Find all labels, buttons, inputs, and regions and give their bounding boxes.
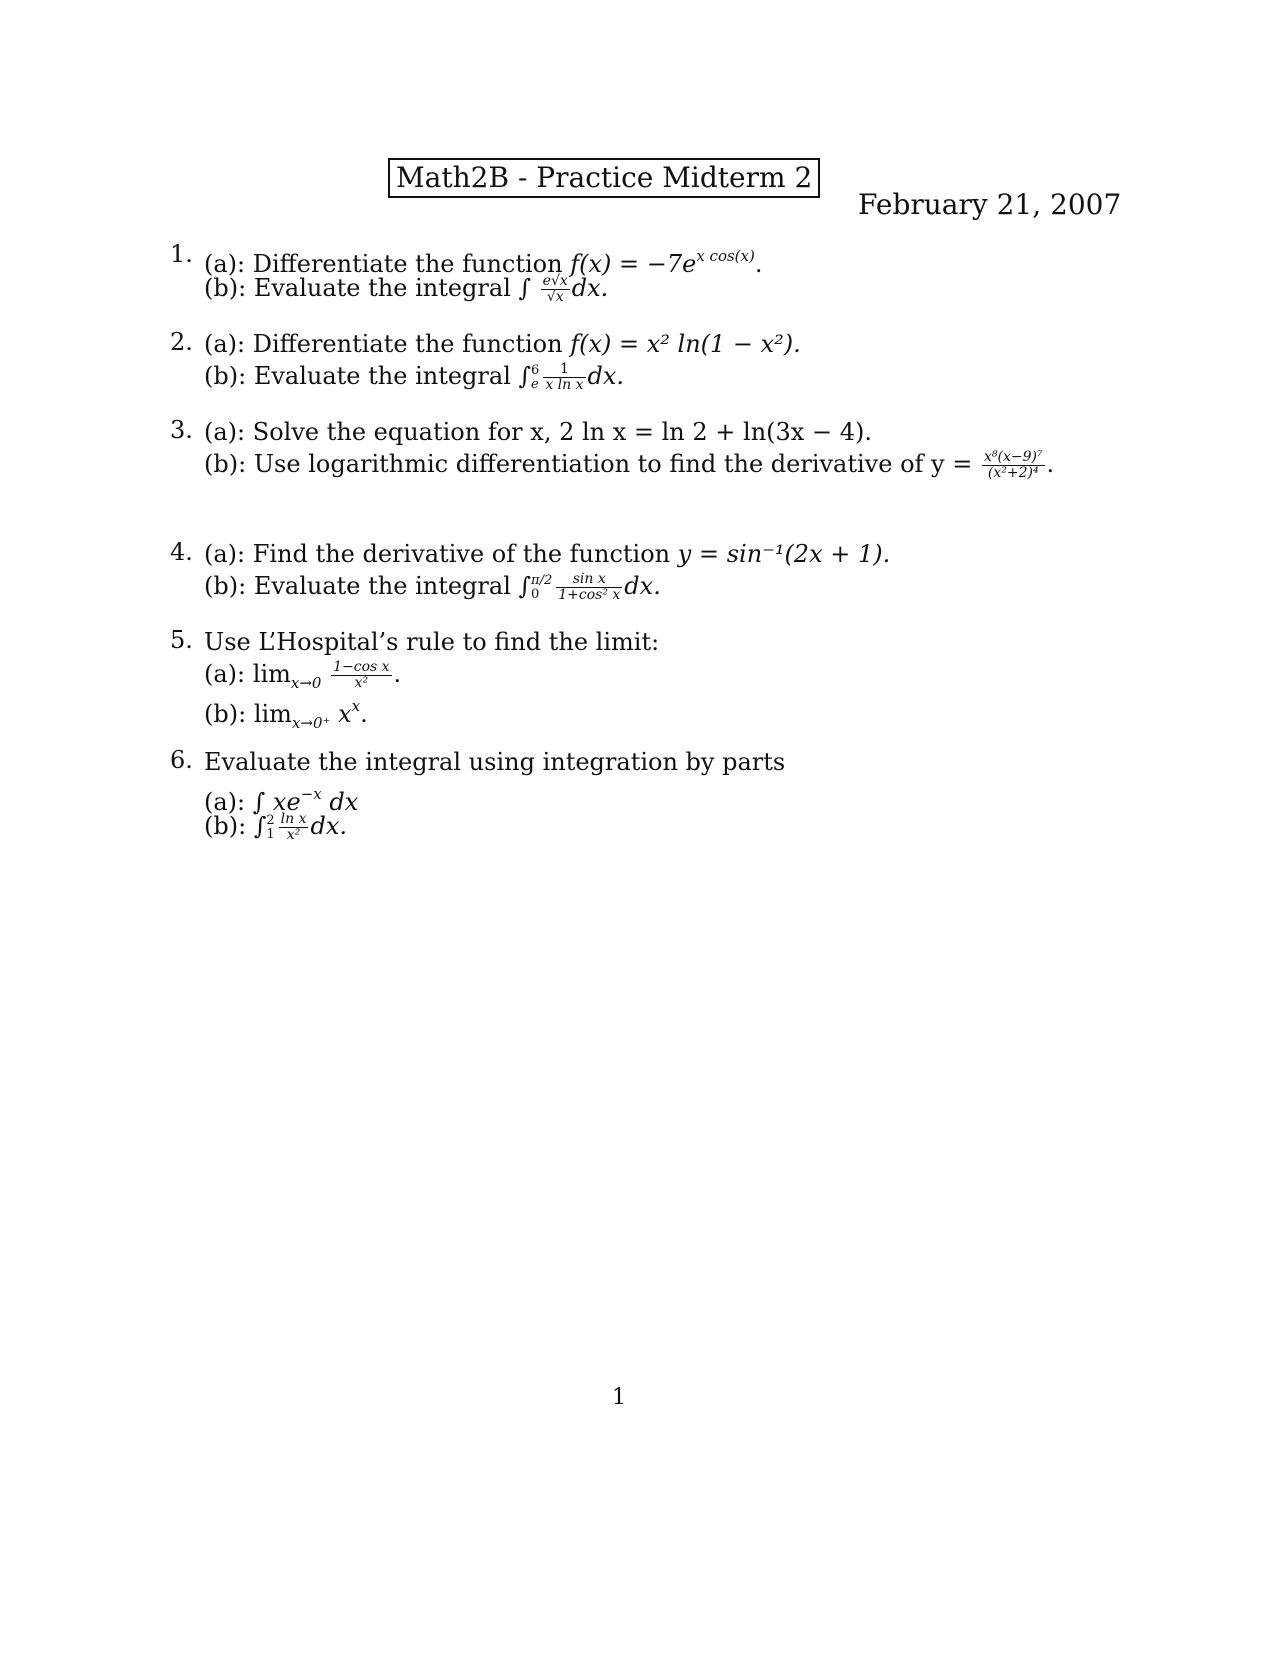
- part-label: (a):: [204, 788, 246, 816]
- fraction-numerator: x⁸(x−9)⁷: [983, 449, 1043, 465]
- part-label: (a):: [204, 540, 246, 568]
- problem-6-part-b: [170, 810, 1190, 842]
- part-label: (a):: [204, 660, 246, 688]
- problem-number: 6.: [170, 746, 193, 774]
- integral-sign: ∫: [518, 362, 532, 390]
- fraction-denominator: x ln x: [545, 377, 584, 393]
- problem-3-part-a: [170, 416, 1190, 448]
- lower-limit: e: [531, 376, 539, 392]
- fraction-denominator: 1+cos² x: [558, 587, 621, 603]
- fraction-numerator: ln x: [280, 811, 307, 827]
- integral-limits: [531, 364, 539, 392]
- spacer: [170, 504, 1190, 538]
- problem-4-part-b: [170, 570, 1190, 602]
- upper-limit: 2: [266, 812, 275, 828]
- problem-list: [170, 240, 1190, 866]
- problem-4: [170, 538, 1190, 602]
- math-exponent: −x: [300, 785, 322, 803]
- fraction-numerator: 1−cos x: [333, 659, 390, 675]
- math-exponent: x cos(x): [696, 247, 755, 265]
- math-expression: f(x) = x² ln(1 − x²).: [570, 330, 801, 358]
- problem-5-part-a: [170, 658, 1190, 690]
- upper-limit: 6: [531, 362, 540, 378]
- math-exponent: x: [351, 697, 361, 715]
- problem-text: Use L’Hospital’s rule to find the limit:: [204, 628, 660, 656]
- fraction-numerator: sin x: [556, 572, 622, 588]
- problem-6: [170, 746, 1190, 842]
- math-expression: y = sin⁻¹(2x + 1).: [677, 540, 891, 568]
- exam-date: February 21, 2007: [858, 188, 1122, 221]
- problem-number: 4.: [170, 538, 193, 566]
- problem-6-part-a: [170, 778, 1190, 816]
- problem-number: 3.: [170, 416, 193, 444]
- integral-limits: [531, 574, 552, 602]
- problem-4-part-a: [170, 538, 1190, 570]
- part-label: (b):: [204, 812, 247, 840]
- fraction-numerator: 1: [543, 362, 585, 378]
- part-label: (b):: [204, 572, 247, 600]
- part-text: Differentiate the function: [252, 250, 563, 278]
- problem-2: [170, 328, 1190, 392]
- fraction: [543, 362, 585, 393]
- math-tail: dx: [329, 788, 359, 816]
- fraction-denominator: (x²+2)⁴: [987, 465, 1039, 481]
- limit-subscript: x→0⁺: [291, 714, 331, 732]
- page-number: 1: [612, 1385, 626, 1410]
- part-text: Evaluate the integral: [253, 274, 511, 302]
- math-expression: f(x) = −7e: [570, 250, 697, 278]
- math-tail: .: [360, 700, 368, 728]
- part-label: (a):: [204, 418, 246, 446]
- part-text: Use logarithmic differentiation to find the derivative of y =: [253, 450, 973, 478]
- math-tail: .: [393, 660, 402, 688]
- problem-2-part-a: [170, 328, 1190, 360]
- limit-operator: lim: [253, 700, 292, 728]
- part-label: (a):: [204, 330, 246, 358]
- problem-number: 2.: [170, 328, 193, 356]
- problem-1: [170, 240, 1190, 304]
- limit-subscript: x→0: [290, 674, 322, 692]
- math-tail: dx.: [587, 362, 625, 390]
- fraction: [982, 450, 1045, 481]
- fraction: [541, 274, 570, 305]
- math-tail: dx.: [571, 274, 609, 302]
- math-expression: x: [338, 700, 352, 728]
- lower-limit: 1: [266, 826, 275, 842]
- integral-sign: ∫: [518, 274, 532, 302]
- part-label: (b):: [204, 274, 247, 302]
- math-tail: .: [1046, 450, 1055, 478]
- part-label: (b):: [204, 450, 247, 478]
- problem-number: 5.: [170, 626, 193, 654]
- integral-sign: ∫: [518, 572, 532, 600]
- page-title: Math2B - Practice Midterm 2: [388, 158, 820, 198]
- part-text: Evaluate the integral: [253, 362, 511, 390]
- math-expression: xe: [272, 788, 301, 816]
- problem-1-part-a: (a): Differentiate the function $f(x) = -7e^{x cos(x)}$.: [204, 247, 763, 278]
- math-tail: dx.: [310, 812, 347, 840]
- problem-number: 1.: [170, 240, 193, 268]
- part-label: (a):: [204, 250, 246, 278]
- problem-5-intro: [170, 626, 1190, 658]
- problem-6-intro: [170, 746, 1190, 778]
- problem-3: [170, 416, 1190, 480]
- fraction-denominator: √x: [546, 289, 564, 305]
- fraction: [556, 572, 622, 603]
- integral-sign: ∫: [253, 812, 267, 840]
- integral-sign: ∫: [252, 788, 266, 816]
- fraction-denominator: x²: [354, 675, 369, 691]
- fraction-numerator: e√x: [542, 273, 568, 289]
- part-label: (b):: [204, 362, 247, 390]
- problem-text: Evaluate the integral using integration by parts: [204, 748, 786, 776]
- part-text: Solve the equation for x, 2 ln x = ln 2 + ln(3x − 4).: [252, 418, 872, 446]
- fraction: [331, 660, 391, 691]
- part-text: Find the derivative of the function: [252, 540, 671, 568]
- problem-2-part-b: [170, 360, 1190, 392]
- math-tail: dx.: [624, 572, 661, 600]
- lower-limit: 0: [531, 586, 540, 602]
- fraction: [279, 812, 309, 843]
- integral-limits: [266, 814, 274, 842]
- part-text: Differentiate the function: [252, 330, 563, 358]
- fraction-denominator: x²: [286, 827, 301, 843]
- upper-limit: π/2: [531, 572, 553, 588]
- part-label: (b):: [204, 700, 247, 728]
- problem-3-part-b: [170, 448, 1190, 480]
- limit-operator: lim: [252, 660, 291, 688]
- part-text: Evaluate the integral: [253, 572, 511, 600]
